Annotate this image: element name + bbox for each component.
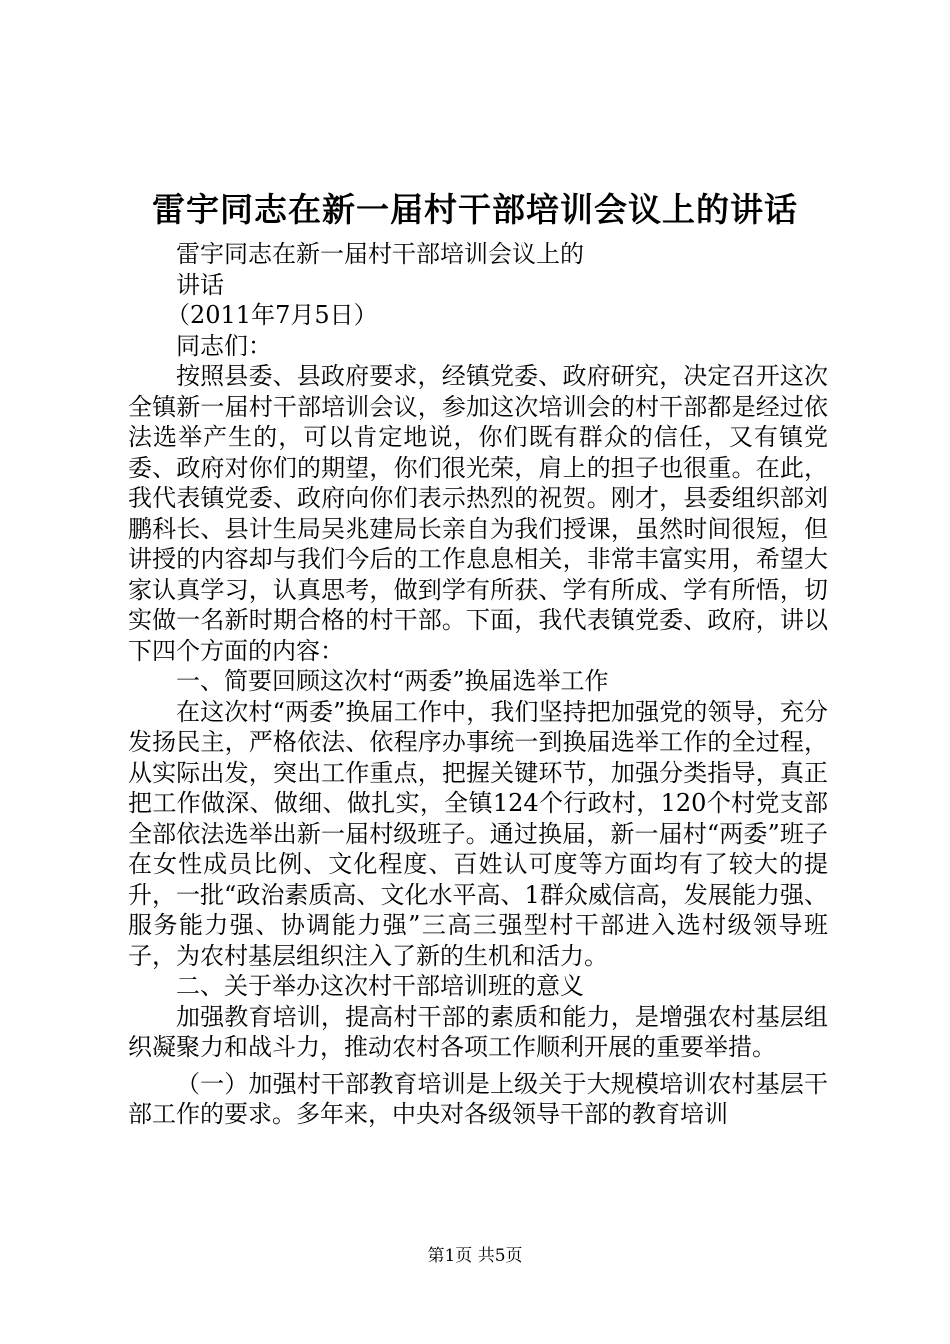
paragraph-section-2-1: （一）加强村干部教育培训是上级关于大规模培训农村基层干部工作的要求。多年来，中央对各级领导干部的教育培训 <box>128 1069 828 1128</box>
paragraph-intro: 按照县委、县政府要求，经镇党委、政府研究，决定召开这次全镇新一届村干部培训会议，参加这次培训会的村干部都是经过依法选举产生的，可以肯定地说，你们既有群众的信任，又有镇党委、政府对你们的期望，你们很光荣，肩上的担子也很重。在此，我代表镇党委、政府向你们表示热烈的祝贺。刚才，县委组织部刘鹏科长、县计生局吴兆建局长亲自为我们授课，虽然时间很短，但讲授的内容却与我们今后的工作息息相关，非常丰富实用，希望大家认真学习，认真思考，做到学有所获、学有所成、学有所悟，切实做一名新时期合格的村干部。下面，我代表镇党委、政府，讲以下四个方面的内容： <box>128 362 828 665</box>
page-footer: 第1页 共5页 <box>427 1246 523 1266</box>
paragraph-section-2: 加强教育培训，提高村干部的素质和能力，是增强农村基层组织凝聚力和战斗力，推动农村各项工作顺利开展的重要举措。 <box>128 1002 828 1061</box>
speech-date: （2011年7月5日） <box>166 301 378 329</box>
section-heading-1: 一、简要回顾这次村“两委”换届选举工作 <box>176 667 609 695</box>
subtitle-line-1: 雷宇同志在新一届村干部培训会议上的 <box>176 240 584 268</box>
document-body <box>128 239 828 1130</box>
subtitle-line-2: 讲话 <box>176 270 224 299</box>
section-heading-2: 二、关于举办这次村干部培训班的意义 <box>176 972 584 1000</box>
document-title: 雷宇同志在新一届村干部培训会议上的讲话 <box>152 190 798 229</box>
paragraph-section-1: 在这次村“两委”换届工作中，我们坚持把加强党的领导，充分发扬民主，严格依法、依程序办事统一到换届选举工作的全过程，从实际出发，突出工作重点，把握关键环节，加强分类指导，真正把工作做深、做细、做扎实，全镇124个行政村，120个村党支部全部依法选举出新一届村级班子。通过换届，新一届村“两委”班子在女性成员比例、文化程度、百姓认可度等方面均有了较大的提升，一批“政治素质高、文化水平高、1群众威信高，发展能力强、服务能力强、协调能力强”三高三强型村干部进入选村级领导班子，为农村基层组织注入了新的生机和活力。 <box>128 697 828 970</box>
salutation: 同志们： <box>176 331 272 360</box>
